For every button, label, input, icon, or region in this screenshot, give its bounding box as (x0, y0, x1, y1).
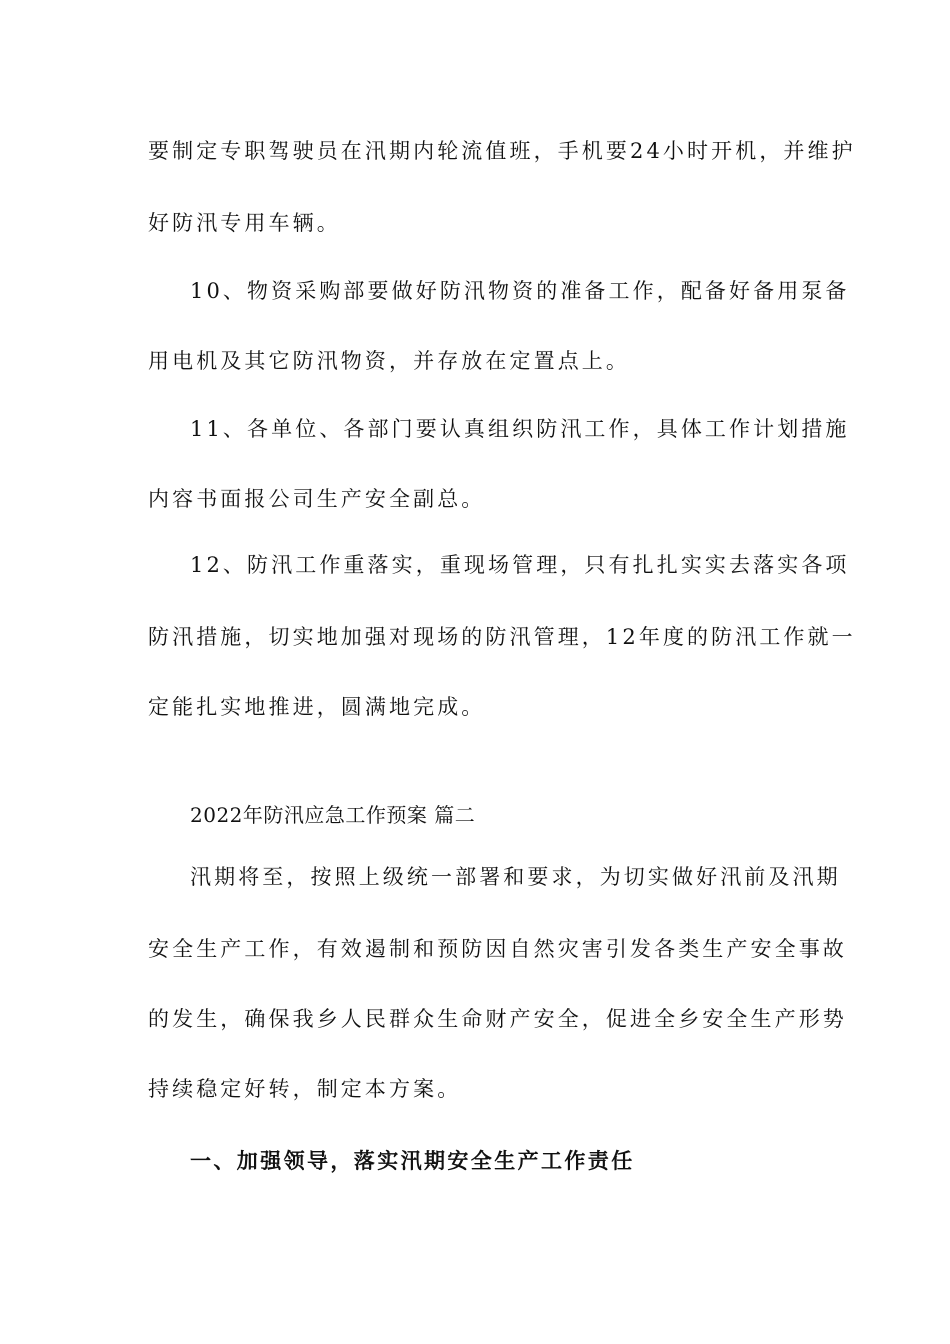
body-text-line: 定能扎实地推进，圆满地完成。 (148, 695, 486, 719)
body-text-line: 好防汛专用车辆。 (148, 211, 341, 235)
list-item-10: 10、物资采购部要做好防汛物资的准备工作，配备好备用泵备 (190, 279, 850, 303)
body-text-line: 安全生产工作，有效遏制和预防因自然灾害引发各类生产安全事故 (148, 937, 847, 961)
body-text-line: 用电机及其它防汛物资，并存放在定置点上。 (148, 349, 630, 373)
list-item-11: 11、各单位、各部门要认真组织防汛工作，具体工作计划措施 (190, 417, 850, 441)
body-text-line: 持续稳定好转，制定本方案。 (148, 1077, 462, 1101)
body-text-line: 的发生，确保我乡人民群众生命财产安全，促进全乡安全生产形势 (148, 1007, 847, 1031)
body-text-line: 防汛措施，切实地加强对现场的防汛管理，12年度的防汛工作就一 (148, 625, 856, 649)
subheading: 一、加强领导，落实汛期安全生产工作责任 (190, 1148, 635, 1173)
list-item-12: 12、防汛工作重落实，重现场管理，只有扎扎实实去落实各项 (190, 553, 850, 577)
section-title: 2022年防汛应急工作预案 篇二 (190, 803, 476, 827)
body-text-line: 汛期将至，按照上级统一部署和要求，为切实做好汛前及汛期 (190, 865, 841, 889)
body-text-line: 内容书面报公司生产安全副总。 (148, 487, 486, 511)
body-text-line: 要制定专职驾驶员在汛期内轮流值班，手机要24小时开机，并维护 (148, 139, 856, 163)
